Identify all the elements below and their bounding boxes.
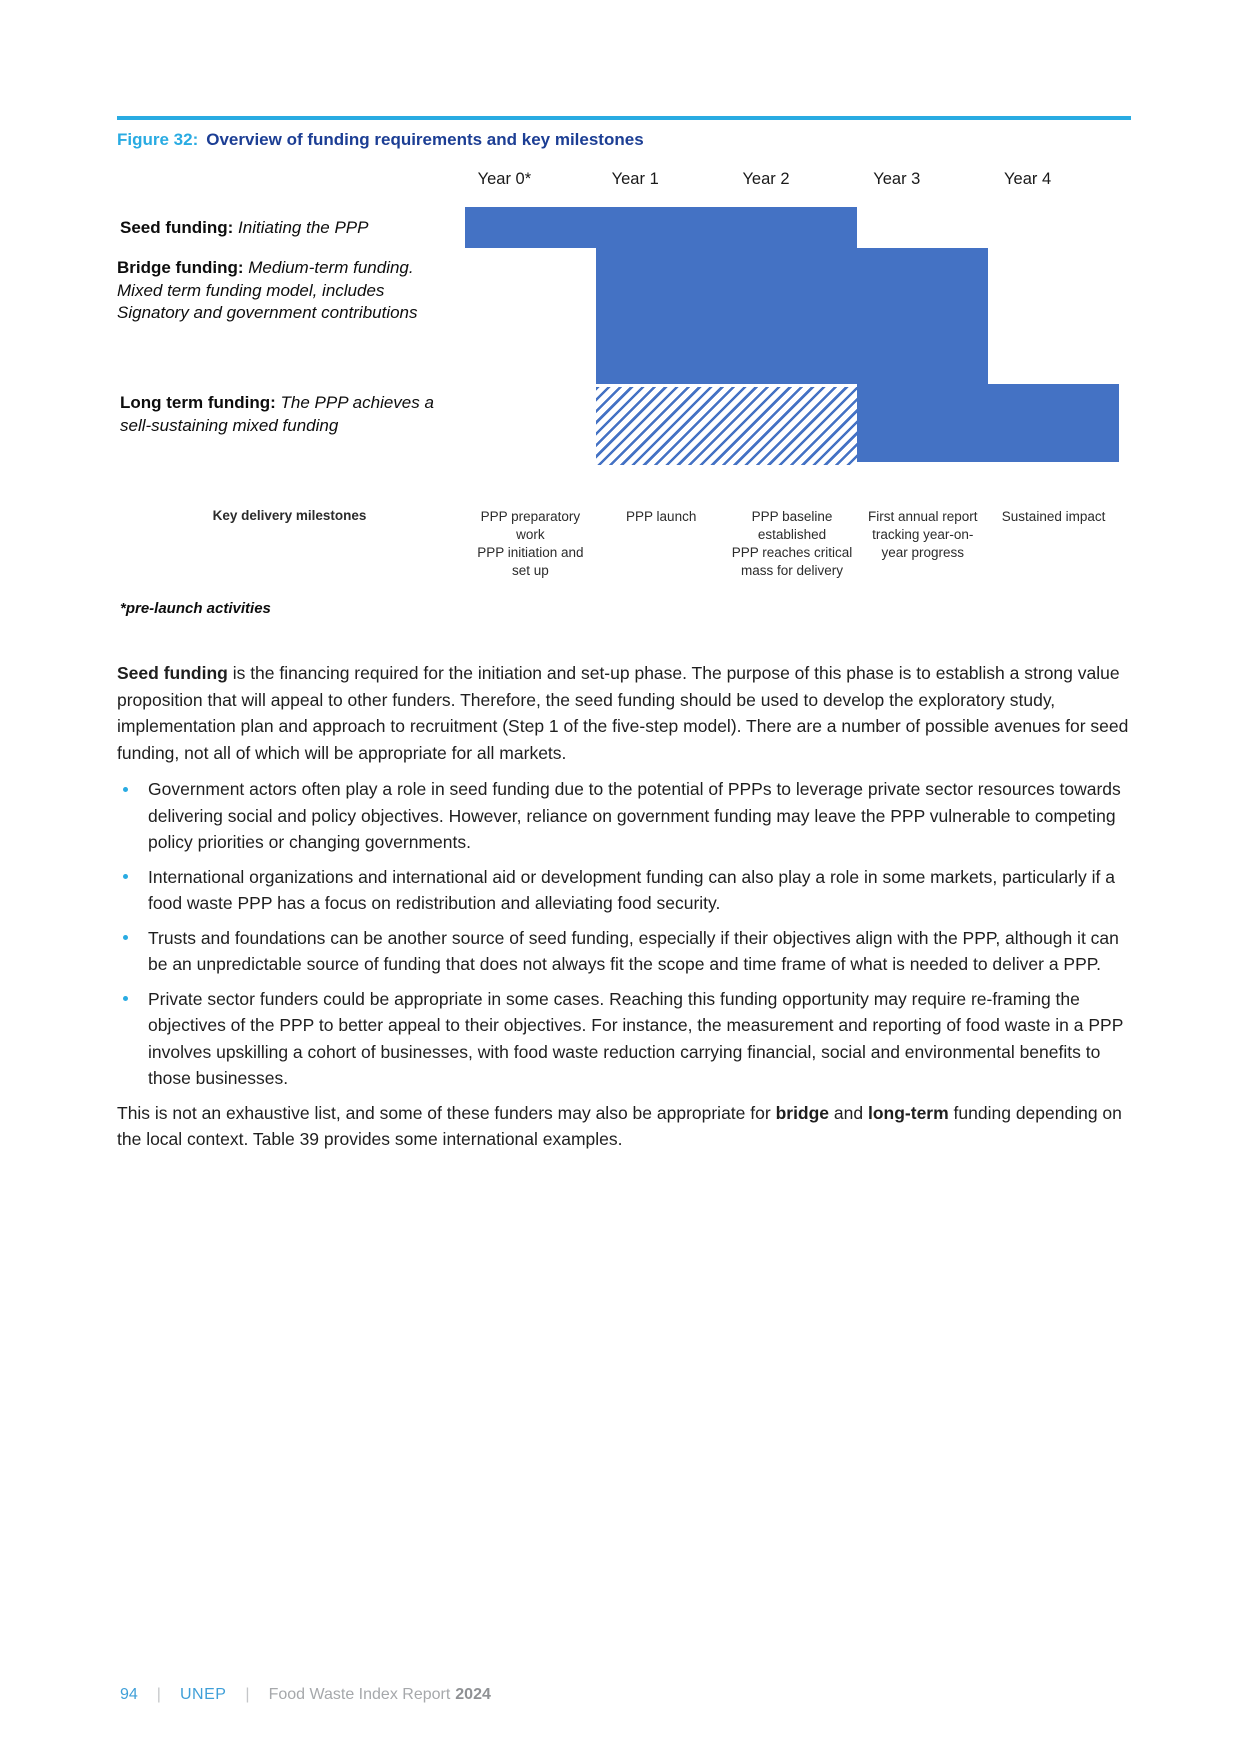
- paragraph: [117, 1100, 1139, 1153]
- bridge-funding-label-desc: Medium-term funding. Mixed term funding model, includes Signatory and government contributions: [117, 258, 418, 322]
- text: International organizations and international aid or development funding can also play a role in some markets, particularly if a food waste PPP has a focus on redistribution and alleviating food security.: [148, 866, 1115, 913]
- bullet-dot-icon: [123, 787, 128, 792]
- milestone-item: PPP launch: [626, 509, 697, 524]
- text: Trusts and foundations can be another source of seed funding, especially if their objectives align with the PPP, although it can be an unpredictable source of funding that does not always fit the scope and time frame of what is needed to deliver a PPP.: [148, 927, 1119, 974]
- year-column-header: Year 3: [873, 170, 921, 188]
- bullet-item: [117, 925, 1139, 978]
- gantt-bar-hatched: [596, 384, 858, 465]
- footer-report-title: Food Waste Index Report: [268, 1686, 451, 1703]
- text: This is not an exhaustive list, and some of these funders may also be appropriate for: [117, 1102, 776, 1123]
- bullet-item: [117, 864, 1139, 917]
- figure-number-label: Figure 32:: [117, 130, 199, 149]
- milestone-item: PPP reaches critical mass for delivery: [731, 545, 853, 578]
- bullet-dot-icon: [123, 874, 128, 879]
- page-number: 94: [120, 1686, 138, 1703]
- bold-text: long-term: [867, 1102, 949, 1123]
- text: Government actors often play a role in seed funding due to the potential of PPPs to leverage private sector resources towards delivering social and policy objectives. However, reliance on government funding may leave the PPP vulnerable to competing policy priorities or changing governments.: [148, 779, 1121, 852]
- milestones-row: [465, 508, 1119, 580]
- bold-text: bridge: [775, 1102, 830, 1123]
- milestone-item: First annual report tracking year-on-year progress: [868, 509, 978, 560]
- long-term-funding-label: [120, 392, 456, 437]
- footer-separator: |: [156, 1686, 161, 1703]
- figure-title: Overview of funding requirements and key milestones: [206, 130, 644, 149]
- milestone-cell: [465, 508, 596, 580]
- year-column-header: Year 2: [742, 170, 790, 188]
- milestone-item: PPP initiation and set up: [477, 545, 584, 578]
- footer-org: UNEP: [179, 1686, 227, 1703]
- milestone-cell: [727, 508, 858, 580]
- milestone-item: Sustained impact: [1001, 509, 1106, 524]
- year-header-row: [439, 170, 1093, 192]
- bridge-funding-label: [117, 257, 429, 325]
- milestone-cell: [988, 508, 1119, 580]
- gantt-bar-solid: [857, 384, 1119, 462]
- year-column-header: Year 1: [611, 170, 659, 188]
- milestone-item: PPP preparatory work: [480, 509, 581, 542]
- text: Private sector funders could be appropriate in some cases. Reaching this funding opportunity may require re-framing the objectives of the PPP to better appeal to their objectives. For instance, the measurement and reporting of food waste in a PPP involves upskilling a cohort of businesses, with food waste reduction carrying financial, social and environmental benefits to those businesses.: [148, 988, 1124, 1088]
- year-column-header: Year 0*: [477, 170, 532, 188]
- bullet-item: [117, 776, 1139, 856]
- long-term-funding-label-desc: The PPP achieves a sell-sustaining mixed funding: [120, 393, 434, 435]
- year-column-header: Year 4: [1004, 170, 1052, 188]
- funding-gantt-chart: [0, 0, 1241, 640]
- text: funding depending on the local context. Table 39 provides some international examples.: [117, 1102, 1122, 1149]
- long-term-funding-label-bold: Long term funding:: [120, 393, 276, 412]
- footer-report-year: 2024: [455, 1686, 491, 1703]
- seed-funding-label: [120, 217, 450, 240]
- bullet-dot-icon: [123, 996, 128, 1001]
- seed-funding-label-desc: Initiating the PPP: [233, 218, 369, 237]
- text: and: [829, 1102, 868, 1123]
- text: is the financing required for the initiation and set-up phase. The purpose of this phase is to establish a strong value proposition that will appeal to other funders. Therefore, the seed funding should be used to develop the exploratory study, implementation plan and approach to recruitment (Step 1 of the five-step model). There are a number of possible avenues for seed funding, not all of which will be appropriate for all markets.: [117, 663, 1129, 763]
- body-text: [117, 660, 1139, 1163]
- pre-launch-footnote: *pre-launch activities: [120, 600, 271, 617]
- milestone-cell: [857, 508, 988, 580]
- milestone-cell: [596, 508, 727, 580]
- milestone-item: PPP baseline established: [751, 509, 833, 542]
- bullet-item: [117, 986, 1139, 1092]
- gantt-bar-solid: [596, 248, 988, 384]
- page-footer: [120, 1686, 491, 1704]
- paragraph: [117, 660, 1139, 766]
- footer-separator: |: [245, 1686, 250, 1703]
- milestones-row-label: Key delivery milestones: [212, 508, 367, 523]
- bullet-dot-icon: [123, 935, 128, 940]
- bold-text: Seed funding: [117, 663, 228, 683]
- bridge-funding-label-bold: Bridge funding:: [117, 258, 244, 277]
- gantt-bar-solid: [465, 207, 857, 248]
- seed-funding-label-bold: Seed funding:: [120, 218, 234, 237]
